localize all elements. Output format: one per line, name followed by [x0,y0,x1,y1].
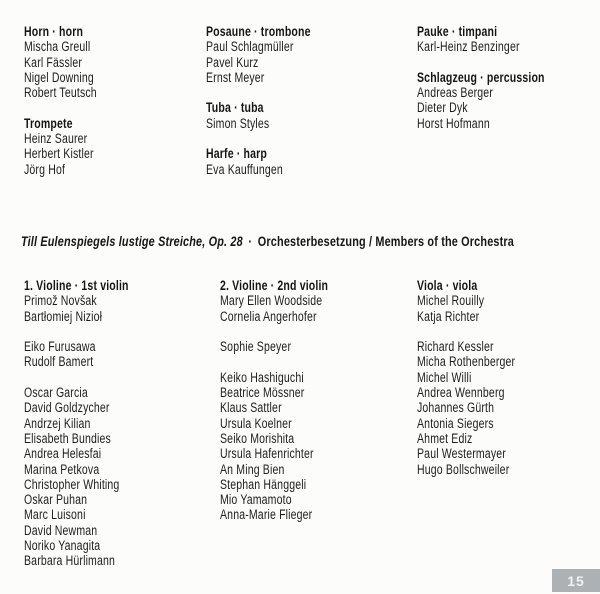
member-name: Dieter Dyk [417,100,468,116]
member-name: Jörg Hof [24,161,66,177]
column-posaune-tuba-harfe [206,24,311,177]
blank-line [24,100,97,115]
member-name: Michel Willi [417,369,472,385]
work-title: Till Eulenspiegels lustige Streiche, Op. 28 [21,234,243,249]
blank-line [206,131,311,146]
member-name: Hugo Bollschweiler [417,461,510,477]
member-name: Primož Novšak [24,293,97,309]
member-name: Eva Kauffungen [206,161,283,177]
section-header: Viola · viola [417,278,478,293]
member-name: Anna-Marie Flieger [220,507,313,523]
member-name: Cornelia Angerhofer [220,308,317,324]
title-separator: · [248,234,253,249]
member-name: Mischa Greull [24,39,91,55]
section-title [21,233,514,250]
orchestra-subtitle: Orchesterbesetzung / Members of the Orchestra [257,234,514,249]
member-name: Marc Luisoni [24,507,86,523]
blank-line [24,324,129,339]
blank-line [24,370,129,385]
blank-line [417,324,515,339]
member-name: Klaus Sattler [220,400,282,416]
member-name: Seiko Morishita [220,430,295,446]
member-name: Michel Rouilly [417,293,485,309]
member-name: Christopher Whiting [24,476,120,492]
column-horn-trompete [24,24,97,177]
member-name: Paul Westermayer [417,446,506,462]
member-name: Eiko Furusawa [24,339,96,355]
member-name: Nigel Downing [24,69,94,85]
member-name: Herbert Kistler [24,146,94,162]
member-name: Robert Teutsch [24,85,97,101]
blank-line [417,55,545,70]
member-name: Mary Ellen Woodside [220,293,323,309]
member-name: Oskar Puhan [24,492,88,508]
column-viola [417,278,515,477]
member-name: Marina Petkova [24,461,100,477]
page-number-badge [552,569,600,592]
member-name: Beatrice Mössner [220,385,305,401]
page-number: 15 [567,572,585,589]
member-name: Johannes Gürth [417,400,495,416]
blank-line [220,354,328,369]
member-name: Andreas Berger [417,85,493,101]
member-name: Rudolf Bamert [24,354,94,370]
member-name: Oscar Garcia [24,385,88,401]
section-header: Posaune · trombone [206,24,311,39]
member-name: David Newman [24,522,98,538]
member-name: Antonia Siegers [417,415,494,431]
member-name: Ursula Koelner [220,415,292,431]
member-name: Elisabeth Bundies [24,430,111,446]
member-name: Andrea Wennberg [417,385,505,401]
member-name: Katja Richter [417,308,480,324]
member-name: Karl-Heinz Benzinger [417,39,520,55]
column-first-violin [24,278,129,569]
member-name: Sophie Speyer [220,339,292,355]
member-name: Andrzej Kilian [24,415,91,431]
section-header: Schlagzeug · percussion [417,69,545,85]
member-name: Keiko Hashiguchi [220,369,304,385]
section-header: Horn · horn [24,24,84,39]
section-header: Trompete [24,115,73,131]
member-name: Ahmet Ediz [417,430,473,446]
section-header: Harfe · harp [206,146,267,162]
member-name: Karl Fässler [24,54,83,70]
member-name: Ursula Hafenrichter [220,446,314,462]
section-header: 1. Violine · 1st violin [24,278,129,293]
section-header: 2. Violine · 2nd violin [220,278,329,293]
member-name: Paul Schlagmüller [206,39,294,55]
member-name: Ernst Meyer [206,69,265,85]
column-second-violin [220,278,328,523]
member-name: David Goldzycher [24,400,110,416]
blank-line [206,85,311,100]
member-name: Stephan Hänggeli [220,476,307,492]
member-name: Micha Rothenberger [417,354,516,370]
column-pauke-schlagzeug [417,24,545,131]
member-name: Mio Yamamoto [220,492,292,508]
section-header: Pauke · timpani [417,24,498,39]
member-name: Pavel Kurz [206,54,259,70]
section-header: Tuba · tuba [206,100,264,116]
member-name: Andrea Helesfai [24,446,102,462]
member-name: Horst Hofmann [417,115,490,131]
member-name: An Ming Bien [220,461,285,477]
blank-line [220,324,328,339]
member-name: Barbara Hürlimann [24,553,116,569]
member-name: Bartłomiej Nizioł [24,308,103,324]
member-name: Noriko Yanagita [24,538,101,554]
member-name: Heinz Saurer [24,131,88,147]
member-name: Simon Styles [206,115,270,131]
member-name: Richard Kessler [417,339,494,355]
